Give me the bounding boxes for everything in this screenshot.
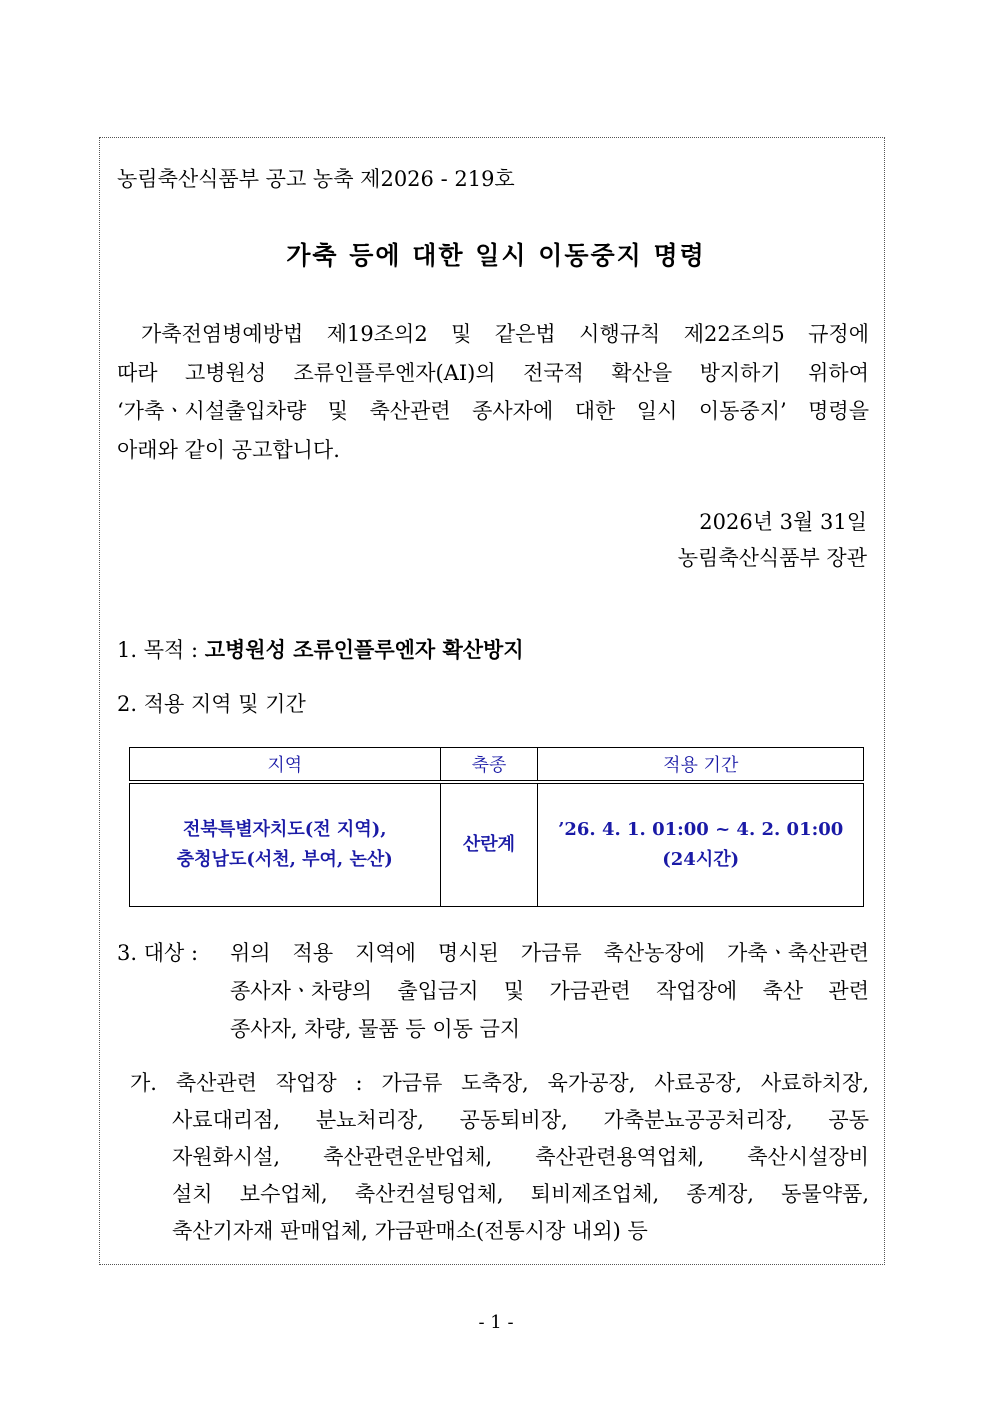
cell-region: [130, 782, 441, 907]
target-line: 종사자ㆍ차량의 출입금지 및 가금관련 작업장에 축산 관련: [230, 979, 869, 1003]
header-species: 축종: [440, 748, 538, 783]
section-target: [117, 934, 869, 1048]
header-region: 지역: [130, 748, 441, 783]
region-table: [129, 747, 864, 907]
workplace-line: 자원화시설, 축산관련운반업체, 축산관련용역업체, 축산시설장비: [172, 1145, 869, 1169]
region-line: 전북특별자치도(전 지역),: [183, 819, 387, 840]
workplace-line: 가. 축산관련 작업장 : 가금류 도축장, 육가공장, 사료공장, 사료하치장,: [130, 1071, 869, 1095]
target-line: 종사자, 차량, 물품 등 이동 금지: [230, 1017, 521, 1041]
workplace-line: 사료대리점, 분뇨처리장, 공동퇴비장, 가축분뇨공공처리장, 공동: [172, 1108, 869, 1132]
cell-period: [538, 782, 864, 907]
region-line: 충청남도(서천, 부여, 논산): [176, 849, 393, 870]
header-period: 적용 기간: [538, 748, 864, 783]
issuer: 농림축산식품부 장관: [677, 546, 867, 570]
period-line: ’26. 4. 1. 01:00 ~ 4. 2. 01:00: [558, 819, 844, 840]
intro-line: ‘가축ㆍ시설출입차량 및 축산관련 종사자에 대한 일시 이동중지’ 명령을: [117, 399, 869, 423]
table-header-row: [130, 748, 864, 783]
table-row: [130, 782, 864, 907]
section-target-label: 3. 대상 :: [117, 941, 199, 965]
workplace-line: 설치 보수업체, 축산컨설팅업체, 퇴비제조업체, 종계장, 동물약품,: [172, 1182, 869, 1206]
page-number: - 1 -: [478, 1312, 514, 1333]
section-purpose-label: 1. 목적 :: [117, 638, 205, 662]
section-purpose-value: 고병원성 조류인플루엔자 확산방지: [204, 637, 524, 662]
period-line: (24시간): [662, 849, 740, 870]
section-purpose: [117, 634, 524, 664]
intro-paragraph: [117, 315, 869, 469]
workplace-line: 축산기자재 판매업체, 가금판매소(전통시장 내외) 등: [172, 1219, 648, 1243]
intro-line: 가축전염병예방법 제19조의2 및 같은법 시행규칙 제22조의5 규정에: [141, 322, 869, 346]
page-title: 가축 등에 대한 일시 이동중지 명령: [286, 241, 706, 270]
intro-line: 아래와 같이 공고합니다.: [117, 437, 340, 462]
subsection-workplaces: [130, 1065, 869, 1250]
notice-date: 2026년 3월 31일: [699, 510, 867, 534]
cell-species: 산란계: [440, 782, 538, 907]
target-line: 위의 적용 지역에 명시된 가금류 축산농장에 가축ㆍ축산관련: [230, 941, 869, 965]
section-region-period: 2. 적용 지역 및 기간: [117, 692, 306, 716]
intro-line: 따라 고병원성 조류인플루엔자(AI)의 전국적 확산을 방지하기 위하여: [117, 360, 869, 385]
notice-number: 농림축산식품부 공고 농축 제2026 - 219호: [117, 167, 515, 191]
